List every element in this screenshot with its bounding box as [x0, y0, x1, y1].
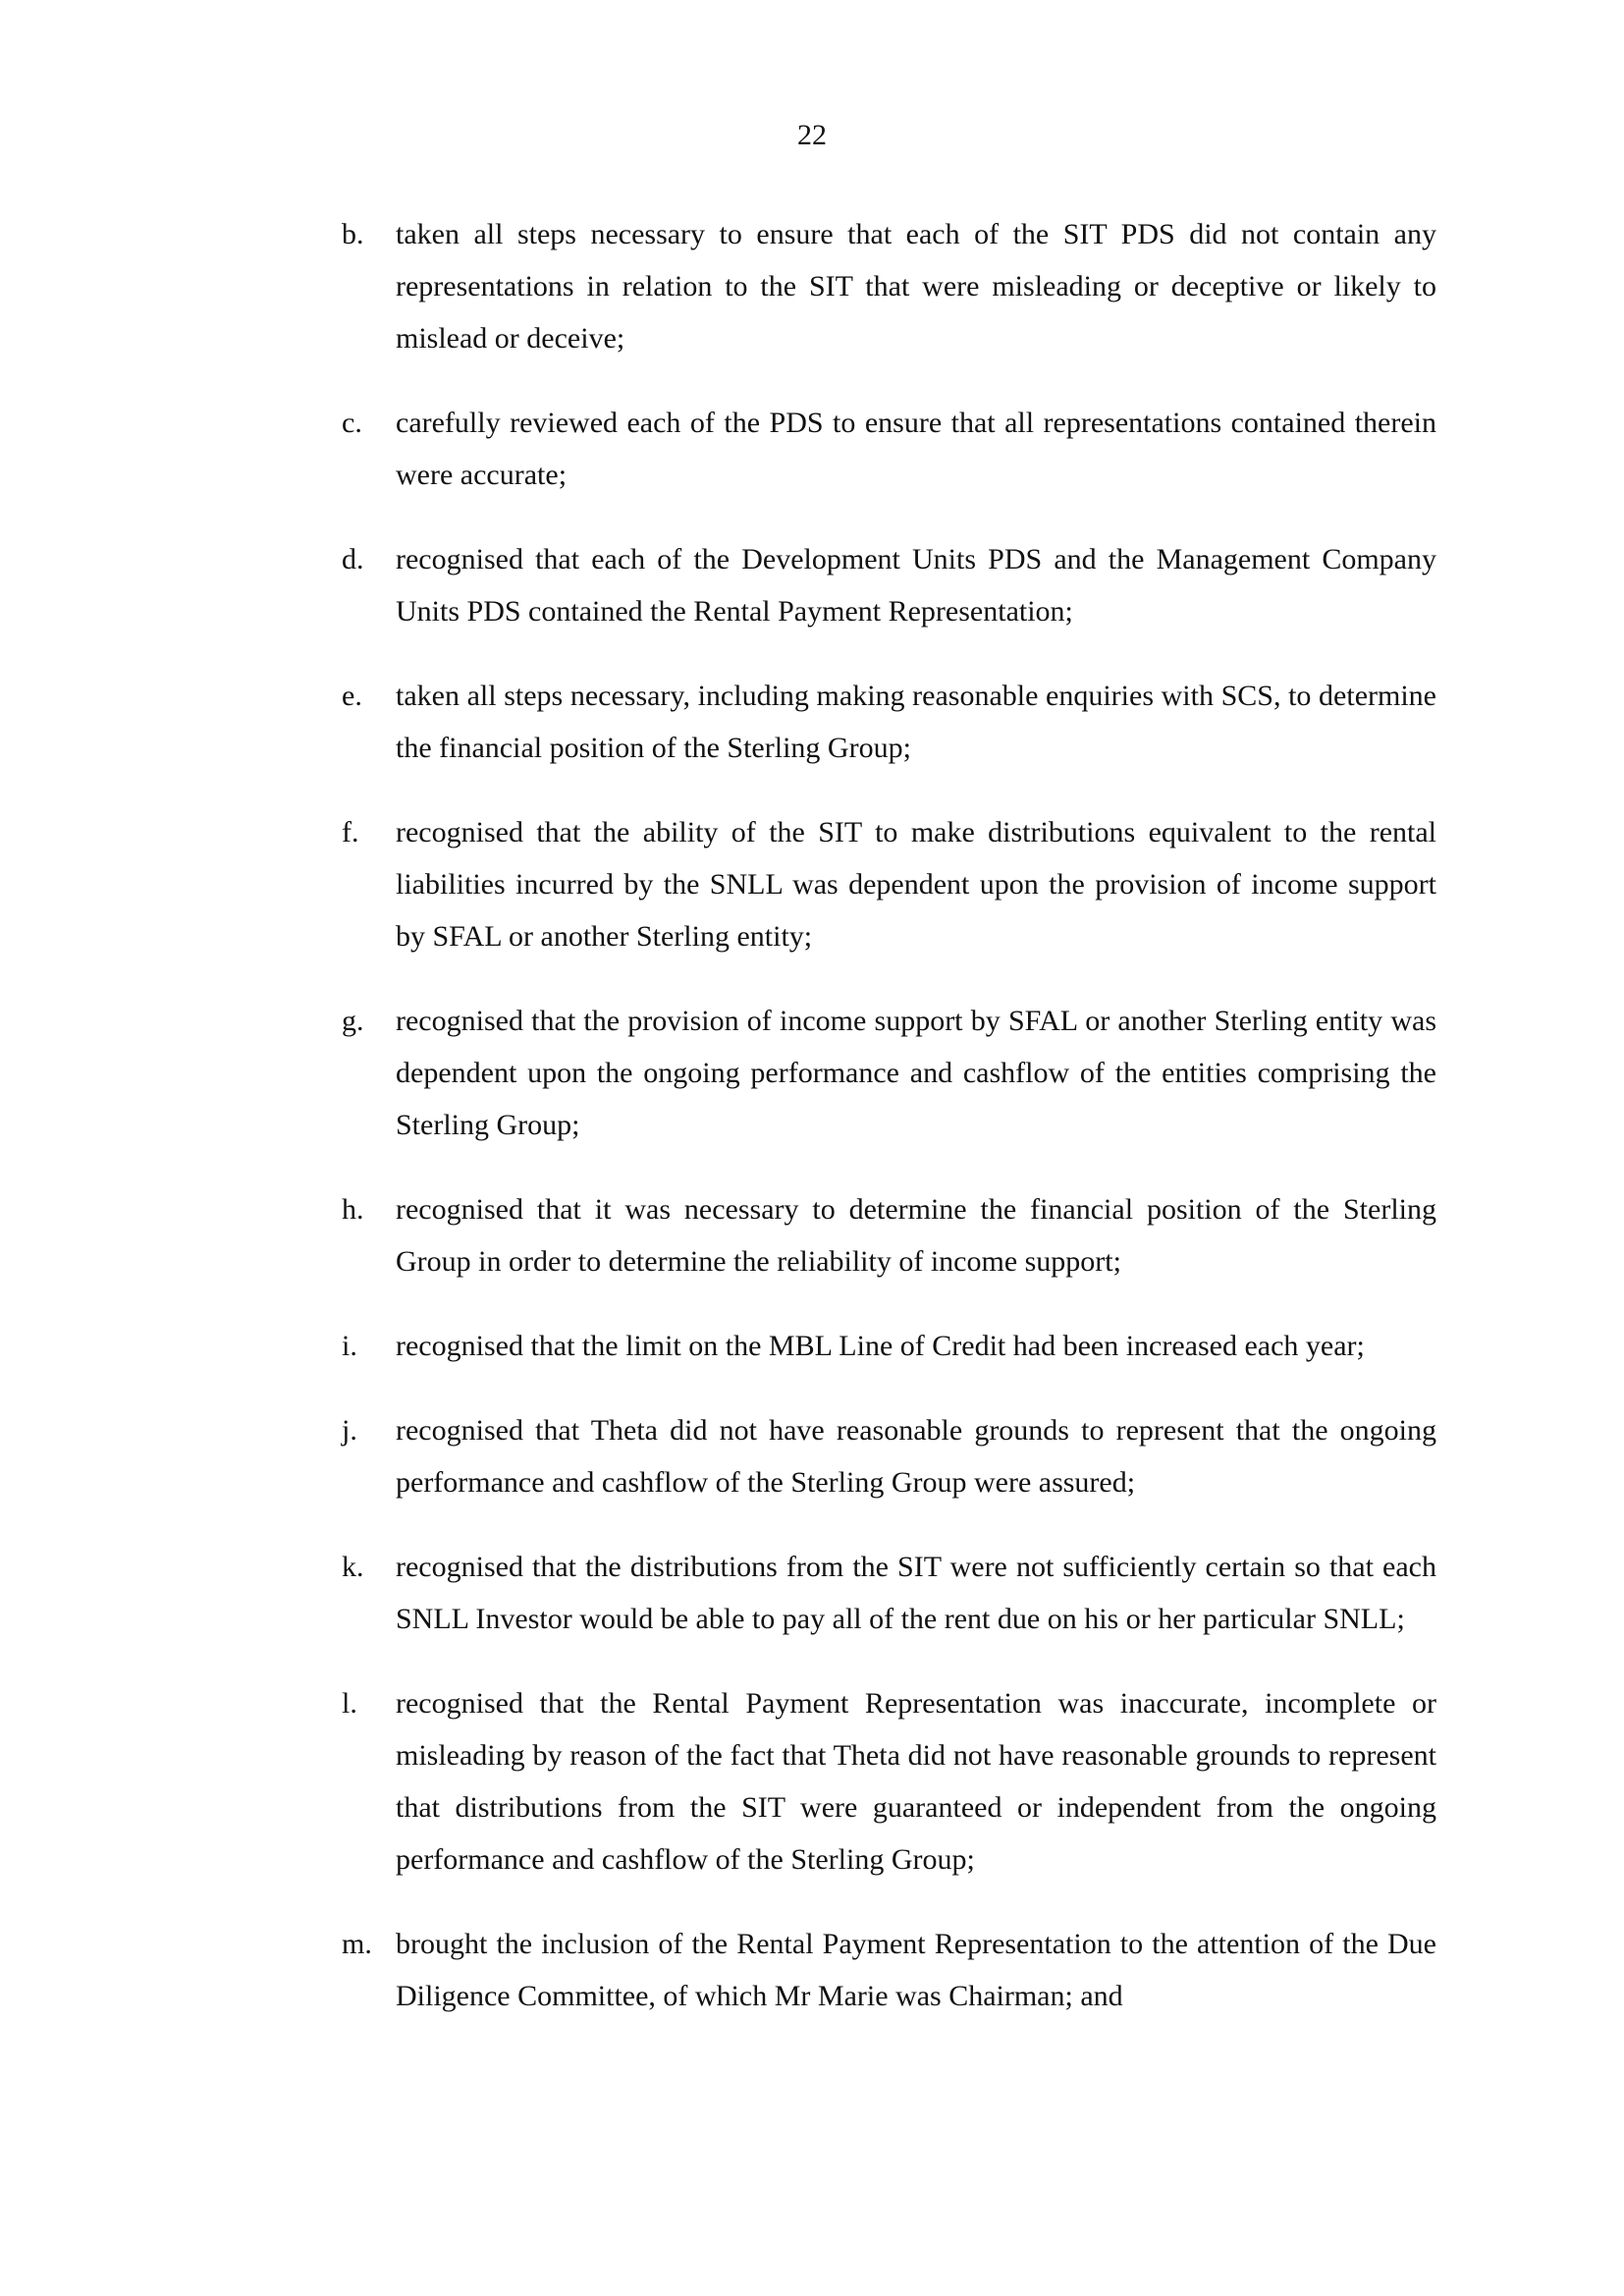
list-item-h	[342, 1183, 1436, 1287]
list-item-k	[342, 1541, 1436, 1645]
list-item-e	[342, 670, 1436, 774]
item-text: taken all steps necessary, including making reasonable enquiries with SCS, to determine the financial position of the Sterling Group;	[396, 680, 1436, 764]
item-marker: j.	[342, 1414, 357, 1447]
list-item-g	[342, 995, 1436, 1151]
item-marker: d.	[342, 543, 364, 575]
item-text: recognised that the provision of income support by SFAL or another Sterling entity was dependent upon the ongoing performance and cashflow of the entities comprising the Sterling Group;	[396, 1005, 1436, 1141]
item-marker: m.	[342, 1928, 372, 1960]
page-number: 22	[797, 119, 827, 151]
item-text: recognised that the ability of the SIT to make distributions equivalent to the rental liabilities incurred by the SNLL was dependent upon the provision of income support by SFAL or another Sterling entity;	[396, 816, 1436, 953]
item-text: recognised that Theta did not have reasonable grounds to represent that the ongoing performance and cashflow of the Sterling Group were assured;	[396, 1414, 1436, 1499]
item-marker: l.	[342, 1687, 357, 1720]
item-marker: f.	[342, 816, 359, 848]
item-text: recognised that the Rental Payment Representation was inaccurate, incomplete or misleading by reason of the fact that Theta did not have reasonable grounds to represent that distributions from the SIT were guaranteed or independent from the ongoing performance and cashflow of the Sterling Group;	[396, 1687, 1436, 1876]
lettered-item-list	[342, 208, 1436, 2054]
item-text: brought the inclusion of the Rental Payment Representation to the attention of the Due Diligence Committee, of which Mr Marie was Chairman; and	[396, 1928, 1436, 2012]
list-item-m	[342, 1918, 1436, 2022]
list-item-j	[342, 1404, 1436, 1508]
item-text: recognised that the limit on the MBL Line of Credit had been increased each year;	[396, 1330, 1365, 1362]
item-marker: c.	[342, 407, 362, 439]
item-marker: h.	[342, 1193, 364, 1226]
list-item-f	[342, 806, 1436, 962]
item-text: taken all steps necessary to ensure that each of the SIT PDS did not contain any representations in relation to the SIT that were misleading or deceptive or likely to mislead or deceive;	[396, 218, 1436, 355]
list-item-i	[342, 1320, 1436, 1372]
item-text: recognised that each of the Development Units PDS and the Management Company Units PDS contained the Rental Payment Representation;	[396, 543, 1436, 628]
list-item-l	[342, 1677, 1436, 1886]
item-marker: b.	[342, 218, 364, 250]
item-text: recognised that it was necessary to determine the financial position of the Sterling Group in order to determine the reliability of income support;	[396, 1193, 1436, 1278]
item-text: recognised that the distributions from the SIT were not sufficiently certain so that each SNLL Investor would be able to pay all of the rent due on his or her particular SNLL;	[396, 1551, 1436, 1635]
item-marker: e.	[342, 680, 362, 712]
list-item-d	[342, 533, 1436, 637]
item-marker: i.	[342, 1330, 357, 1362]
list-item-b	[342, 208, 1436, 364]
item-text: carefully reviewed each of the PDS to ensure that all representations contained therein were accurate;	[396, 407, 1436, 491]
list-item-c	[342, 397, 1436, 501]
item-marker: g.	[342, 1005, 364, 1037]
item-marker: k.	[342, 1551, 364, 1583]
